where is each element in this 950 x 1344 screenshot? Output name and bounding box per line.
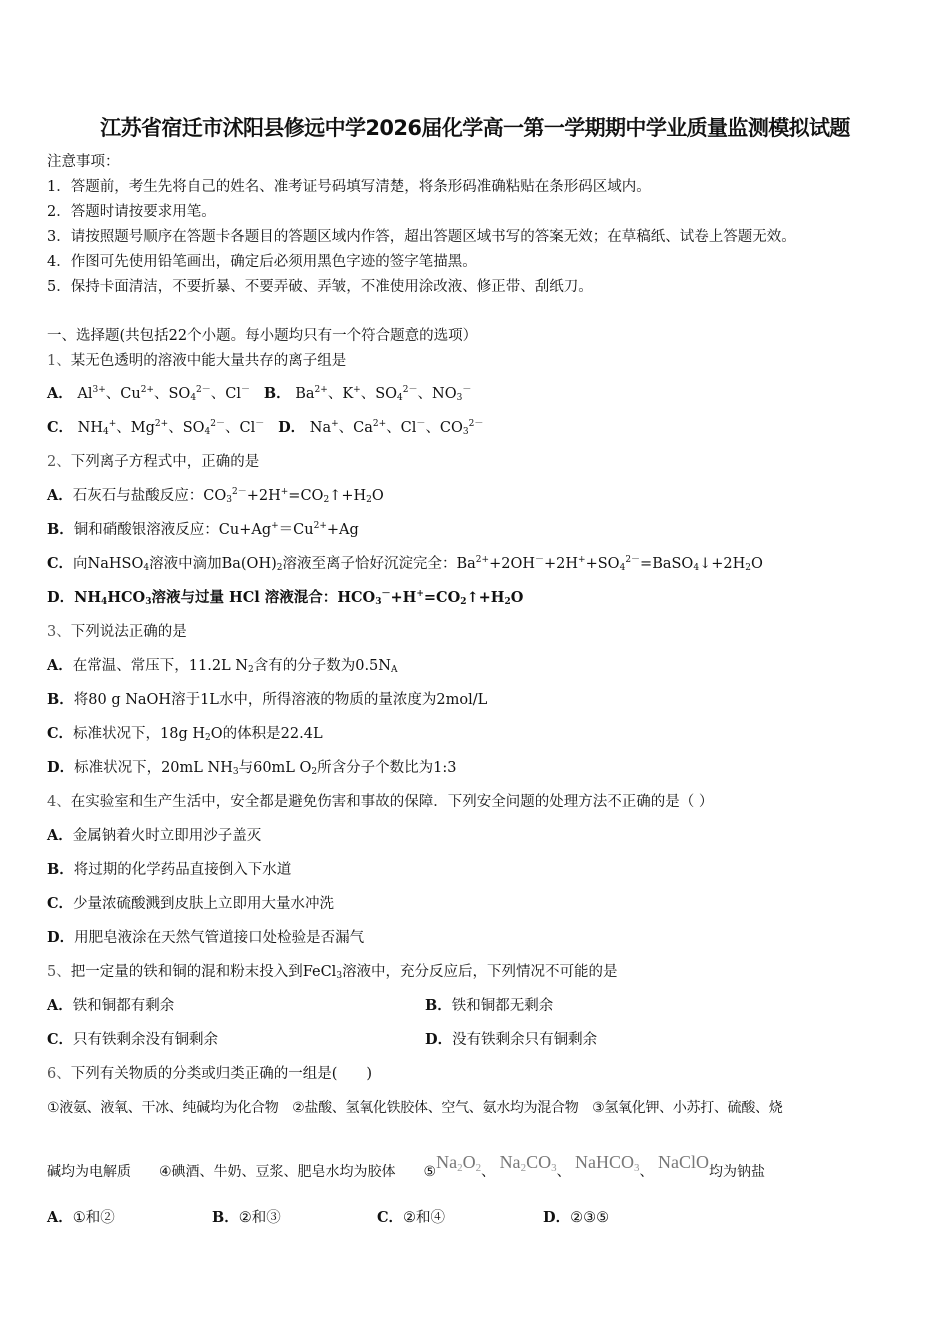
option-label-d: D． <box>47 759 75 776</box>
option-text: 将80 g NaOH溶于1L水中，所得溶液的物质的量浓度为2mol/L <box>73 692 488 708</box>
equation: $Cu+Ag^+=Cu^{2+}+Ag$ <box>218 521 359 538</box>
question-3-option-c: C．标准状况下，18g $H_2O$的体积是22.4L <box>47 725 323 743</box>
question-4-stem <box>47 792 713 812</box>
option-label-d: D． <box>425 1031 453 1048</box>
option-label-c: C． <box>377 1209 404 1226</box>
question-2-option-a <box>47 486 384 506</box>
option-text: 铜和硝酸银溶液反应： <box>73 522 219 538</box>
option-text: 铁和铜都无剩余 <box>451 998 554 1014</box>
option-text: 在常温、常压下，11.2L N <box>72 658 248 674</box>
option-text: 石灰石与盐酸反应： <box>72 488 204 504</box>
question-4-option-a <box>47 826 261 846</box>
stem-text: 下列说法正确的是 <box>70 624 187 640</box>
statement-text: 均为钠盐 <box>708 1164 765 1180</box>
stem-text: 在实验室和生产生活中，安全都是避免伤害和事故的保障．下列安全问题的处理方法不正确的是（ ） <box>70 794 714 810</box>
option-c <box>377 1208 445 1228</box>
option-text: 与60mL O <box>238 760 312 776</box>
option-label-b: B． <box>212 1209 239 1226</box>
question-1-options-cd <box>47 418 483 438</box>
notes-heading: 注意事项： <box>47 154 120 170</box>
option-a <box>47 1208 115 1228</box>
question-number: 5、 <box>47 964 71 980</box>
option-text: 没有铁剩余只有铜剩余 <box>452 1032 598 1048</box>
note-item: 1．答题前，考生先将自己的姓名、准考证号码填写清楚，将条形码准确粘贴在条形码区域内。 <box>47 179 651 195</box>
option-label-a: A． <box>47 997 73 1014</box>
question-number: 3、 <box>47 624 71 640</box>
question-number: 2、 <box>47 454 71 470</box>
option-text: 向 <box>73 556 88 572</box>
question-5-options-ab <box>47 996 907 1016</box>
option-label-d: D． <box>543 1209 571 1226</box>
question-number: 4、 <box>47 794 71 810</box>
note-item: 5．保持卡面清洁，不要折暴、不要弄破、弄皱，不准使用涂改液、修正带、刮纸刀。 <box>47 279 593 295</box>
question-1-options-ab <box>47 384 471 404</box>
question-5-options-cd <box>47 1030 907 1050</box>
option-text: ②③⑤ <box>570 1210 610 1226</box>
stem-text: 把一定量的铁和铜的混和粉末投入到FeCl <box>70 964 337 980</box>
question-2-option-b <box>47 520 359 540</box>
question-3-option-b <box>47 690 487 710</box>
question-4-option-b <box>47 860 291 880</box>
option-label-c: C． <box>47 555 74 572</box>
option-text: ①和② <box>72 1210 115 1226</box>
note-item: 2．答题时请按要求用笔。 <box>47 204 216 220</box>
option-label-a: A． <box>47 827 73 844</box>
option-b <box>212 1208 281 1228</box>
option-label-c: C． <box>47 725 74 742</box>
stem-text: 下列有关物质的分类或归类正确的一组是( ) <box>70 1066 373 1082</box>
formula-na2o2: $Na_2O_2$ <box>436 1152 482 1174</box>
option-label-c: C． <box>47 895 74 912</box>
option-text: 标准状况下，20mL NH <box>74 760 233 776</box>
option-label-a: A． <box>47 657 73 674</box>
option-label-b: B． <box>263 385 291 402</box>
question-5-stem <box>47 962 618 982</box>
equation: $HCO_3^-+H^+=CO_2↑+H_2O$ <box>337 589 524 607</box>
equation: $CO_3^{2-}+2H^+=CO_2↑+H_2O$ <box>203 487 384 505</box>
formula-naclo: NaClO <box>657 1152 709 1172</box>
question-6-stem <box>47 1064 372 1084</box>
option-d <box>425 1030 597 1050</box>
question-number: 6、 <box>47 1066 71 1082</box>
option-text: 所含分子个数比为1:3 <box>317 760 457 776</box>
question-3-option-a: A．在常温、常压下，11.2L $N_2$含有的分子数为$0.5N_A$ <box>47 657 398 675</box>
separator: 、 <box>481 1164 496 1180</box>
statement-text: 碱均为电解质 ④碘酒、牛奶、豆浆、肥皂水均为胶体 ⑤ <box>47 1164 437 1180</box>
subscript: 3 <box>336 971 343 981</box>
stem-text: 某无色透明的溶液中能大量共存的离子组是 <box>70 353 347 369</box>
option-text: 金属钠着火时立即用沙子盖灭 <box>72 828 262 844</box>
question-1-stem <box>47 351 346 371</box>
note-item: 3．请按照题号顺序在答题卡各题目的答题区域内作答，超出答题区域书写的答案无效；在草稿纸、试卷上答题无效。 <box>47 229 796 245</box>
option-text: 溶液至离子恰好沉淀完全： <box>282 556 457 572</box>
option-label-a: A． <box>47 385 73 402</box>
option-text: O的体积是22.4L <box>210 726 323 742</box>
formula-na2co3: $Na_2CO_3$ <box>499 1152 557 1174</box>
option-label-d: D． <box>278 419 306 436</box>
question-4-option-d <box>47 928 364 948</box>
option-text: 标准状况下，18g H <box>73 726 206 742</box>
question-3-stem <box>47 622 187 642</box>
question-6-statements-line1: ①液氨、液氧、干冰、纯碱均为化合物 ②盐酸、氢氧化铁胶体、空气、氨水均为混合物 ③氢氧化钾、小苏打、硫酸、烧 <box>47 1100 783 1116</box>
option-text: ②和③ <box>238 1210 281 1226</box>
option-text: 溶液与过量 HCl 溶液混合： <box>151 589 338 606</box>
option-a-text: $Al^{3+}$、$Cu^{2+}$、$SO_4^{2-}$、Cl－ <box>77 385 251 403</box>
option-c-text: $NH_4^+$、$Mg^{2+}$、$SO_4^{2-}$、Cl－ <box>77 419 265 437</box>
option-text: 含有的分子数为0.5N <box>253 658 391 674</box>
option-label-a: A． <box>47 487 73 504</box>
option-text: 少量浓硫酸溅到皮肤上立即用大量水冲洗 <box>73 896 335 912</box>
section-header: 一、选择题(共包括22个小题。每小题均只有一个符合题意的选项） <box>47 328 478 344</box>
option-text: 只有铁剩余没有铜剩余 <box>73 1032 219 1048</box>
option-text: 溶液中滴加 <box>149 556 222 572</box>
question-2-option-d <box>47 588 523 608</box>
question-4-option-c <box>47 894 334 914</box>
option-label-b: B． <box>47 691 74 708</box>
option-d-text: Na+、$Ca^{2+}$、Cl－、$CO_3^{2-}$ <box>309 419 484 437</box>
option-label-c: C． <box>47 419 74 436</box>
question-2-option-c: C．向NaHSO$_4$溶液中滴加$Ba(OH)_2$溶液至离子恰好沉淀完全：$Ba^{2+}+2OH^-+2H^++SO_4^{2-}=BaSO_4↓+2H_2O$ <box>47 555 763 573</box>
stem-text: 下列离子方程式中，正确的是 <box>70 454 260 470</box>
question-number: 1、 <box>47 353 71 369</box>
note-item: 4．作图可先使用铅笔画出，确定后必须用黑色字迹的签字笔描黑。 <box>47 254 477 270</box>
formula: $NH_4HCO_3$ <box>74 589 152 607</box>
option-label-c: C． <box>47 1031 74 1048</box>
stem-text: 溶液中，充分反应后，下列情况不可能的是 <box>342 964 618 980</box>
option-label-b: B． <box>47 521 74 538</box>
option-label-b: B． <box>47 861 74 878</box>
exam-title: 江苏省宿迁市沭阳县修远中学2026届化学高一第一学期期中学业质量监测模拟试题 <box>100 116 850 140</box>
formula-nahco3: NaHCO$_3$ <box>575 1152 640 1174</box>
option-b-text: $Ba^{2+}$、K+、$SO_4^{2-}$、$NO_3^-$ <box>295 385 472 403</box>
option-text: 用肥皂液涂在天然气管道接口处检验是否漏气 <box>74 930 365 946</box>
question-3-option-d: D．标准状况下，20mL $NH_3$与60mL $O_2$所含分子个数比为1:3 <box>47 759 457 777</box>
option-b <box>425 996 553 1016</box>
option-d <box>543 1208 609 1228</box>
option-text: ②和④ <box>403 1210 446 1226</box>
separator: 、 <box>639 1164 654 1180</box>
option-text: 铁和铜都有剩余 <box>72 998 175 1014</box>
equation: $Ba^{2+}+2OH^-+2H^++SO_4^{2-}=BaSO_4↓+2H_2O$ <box>456 555 763 573</box>
question-2-stem <box>47 452 259 472</box>
option-label-a: A． <box>47 1209 73 1226</box>
option-label-d: D． <box>47 589 75 606</box>
question-6-statements-line2 <box>47 1152 765 1182</box>
option-label-b: B． <box>425 997 452 1014</box>
option-text: 将过期的化学药品直接倒入下水道 <box>73 862 292 878</box>
separator: 、 <box>556 1164 571 1180</box>
option-label-d: D． <box>47 929 75 946</box>
